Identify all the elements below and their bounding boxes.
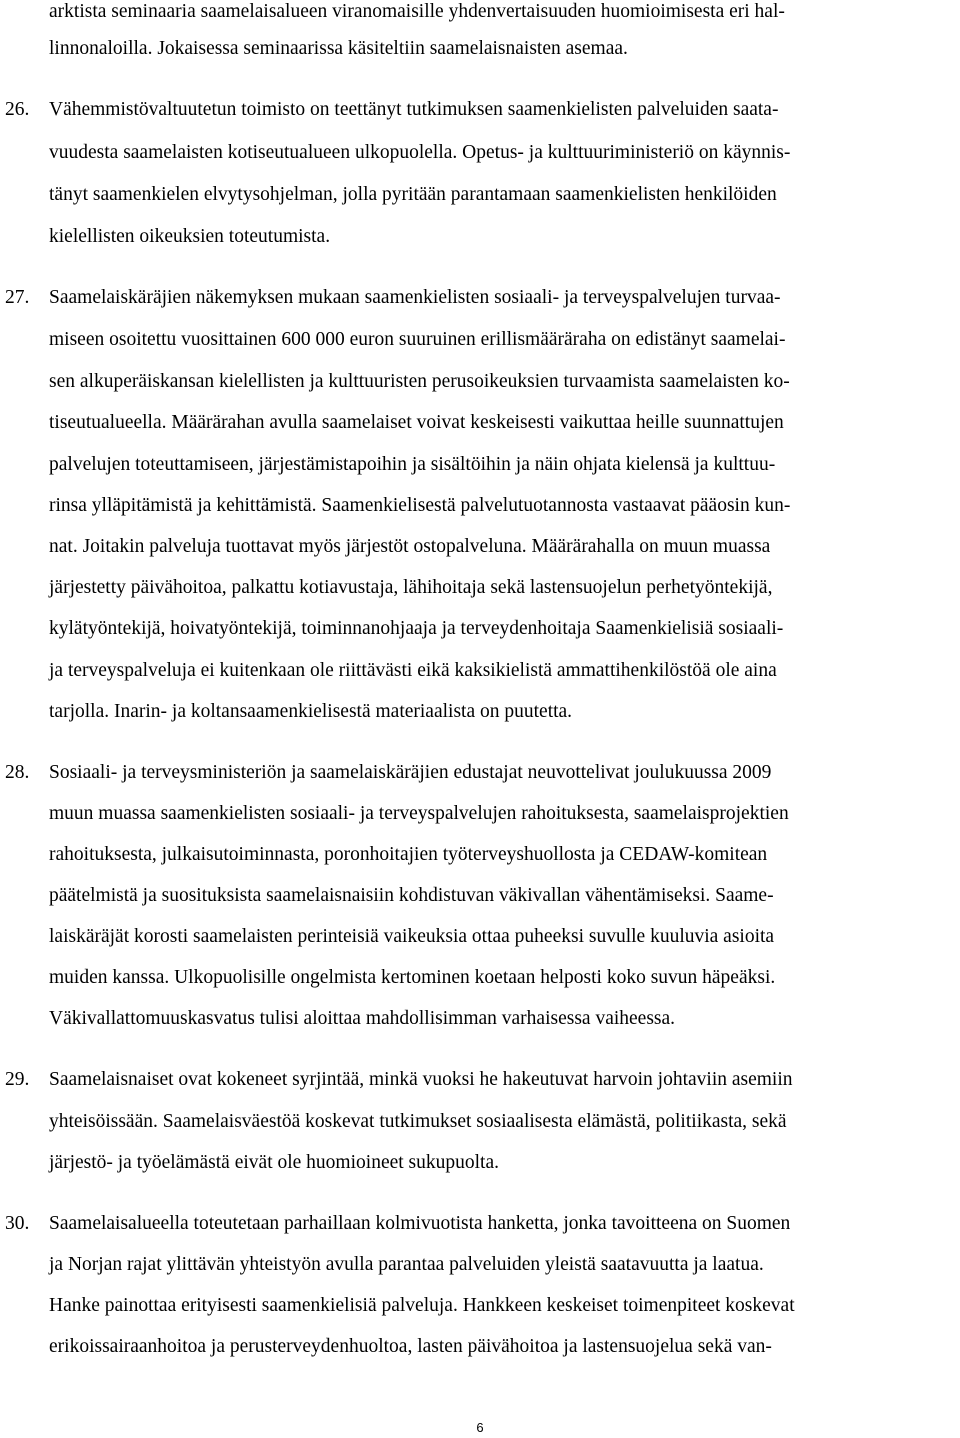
text-line: rinsa ylläpitämistä ja kehittämistä. Saamenkielisestä palvelutuotannosta vastaavat pääosin kun- <box>49 495 791 516</box>
text-line: arktista seminaaria saamelaisalueen viranomaisille yhdenvertaisuuden huomioimisesta eri hal- <box>49 1 785 22</box>
paragraph-number: 27. <box>5 287 30 308</box>
text-line: miseen osoitettu vuosittainen 600 000 euron suuruinen erillismääräraha on edistänyt saamelai- <box>49 329 786 350</box>
text-line: ja Norjan rajat ylittävän yhteistyön avulla parantaa palveluiden yleistä saatavuutta ja laatua. <box>49 1254 764 1275</box>
text-line: tiseutualueella. Määrärahan avulla saamelaiset voivat keskeisesti vaikuttaa heille suunnattujen <box>49 412 784 433</box>
page-number: 6 <box>476 1420 484 1435</box>
text-line: Sosiaali- ja terveysministeriön ja saamelaiskäräjien edustajat neuvottelivat joulukuussa 2009 <box>49 762 772 783</box>
text-line: Väkivallattomuuskasvatus tulisi aloittaa mahdollisimman varhaisessa vaiheessa. <box>49 1008 676 1029</box>
text-line: erikoissairaanhoitoa ja perusterveydenhuoltoa, lasten päivähoitoa ja lastensuojelua sekä van- <box>49 1336 772 1357</box>
text-line: linnonaloilla. Jokaisessa seminaarissa käsiteltiin saamelaisnaisten asemaa. <box>49 38 628 59</box>
text-line: sen alkuperäiskansan kielellisten ja kulttuuristen perusoikeuksien turvaamista saamelaisten ko- <box>49 371 790 392</box>
text-line: kylätyöntekijä, hoivatyöntekijä, toiminnanohjaaja ja terveydenhoitaja Saamenkielisiä sosiaali- <box>49 618 784 639</box>
text-line: kielellisten oikeuksien toteutumista. <box>49 226 331 247</box>
text-line: Saamelaiskäräjien näkemyksen mukaan saamenkielisten sosiaali- ja terveyspalvelujen turvaa- <box>49 287 781 308</box>
text-line: palvelujen toteuttamiseen, järjestämistapoihin ja sisältöihin ja näin ohjata kielensä ja kulttuu- <box>49 454 776 475</box>
text-line: järjestetty päivähoitoa, palkattu kotiavustaja, lähihoitaja sekä lastensuojelun perhetyöntekijä, <box>49 577 773 598</box>
paragraph-number: 28. <box>5 762 30 783</box>
text-line: Saamelaisnaiset ovat kokeneet syrjintää, minkä vuoksi he hakeutuvat harvoin johtaviin asemiin <box>49 1069 793 1090</box>
text-line: yhteisöissään. Saamelaisväestöä koskevat tutkimukset sosiaalisesta elämästä, politiikasta, sekä <box>49 1111 787 1132</box>
text-line: muun muassa saamenkielisten sosiaali- ja terveyspalvelujen rahoituksesta, saamelaisprojektien <box>49 803 789 824</box>
text-line: Vähemmistövaltuutetun toimisto on teettänyt tutkimuksen saamenkielisten palveluiden saata- <box>49 99 779 120</box>
text-line: Saamelaisalueella toteutetaan parhaillaan kolmivuotista hanketta, jonka tavoitteena on Suomen <box>49 1213 791 1234</box>
text-line: muiden kanssa. Ulkopuolisille ongelmista kertominen koetaan helposti koko suvun häpeäksi. <box>49 967 776 988</box>
text-line: laiskäräjät korosti saamelaisten perinteisiä vaikeuksia ottaa puheeksi suvulle kuuluvia asioita <box>49 926 775 947</box>
paragraph-number: 29. <box>5 1069 30 1090</box>
text-line: rahoituksesta, julkaisutoiminnasta, poronhoitajien työterveyshuollosta ja CEDAW-komitean <box>49 844 768 865</box>
text-line: tarjolla. Inarin- ja koltansaamenkielisestä materiaalista on puutetta. <box>49 701 573 722</box>
text-line: järjestö- ja työelämästä eivät ole huomioineet sukupuolta. <box>49 1152 499 1173</box>
paragraph-number: 26. <box>5 99 30 120</box>
text-line: ja terveyspalveluja ei kuitenkaan ole riittävästi eikä kaksikielistä ammattihenkilöstöä ole aina <box>49 660 777 681</box>
text-line: tänyt saamenkielen elvytysohjelman, jolla pyritään parantamaan saamenkielisten henkilöiden <box>49 184 777 205</box>
text-line: nat. Joitakin palveluja tuottavat myös järjestöt ostopalveluna. Määrärahalla on muun muassa <box>49 536 771 557</box>
text-line: päätelmistä ja suosituksista saamelaisnaisiin kohdistuvan väkivallan vähentämiseksi. Saame- <box>49 885 774 906</box>
paragraph-number: 30. <box>5 1213 30 1234</box>
text-line: Hanke painottaa erityisesti saamenkielisiä palveluja. Hankkeen keskeiset toimenpiteet koskevat <box>49 1295 795 1316</box>
text-line: vuudesta saamelaisten kotiseutualueen ulkopuolella. Opetus- ja kulttuuriministeriö on käynnis- <box>49 142 791 163</box>
